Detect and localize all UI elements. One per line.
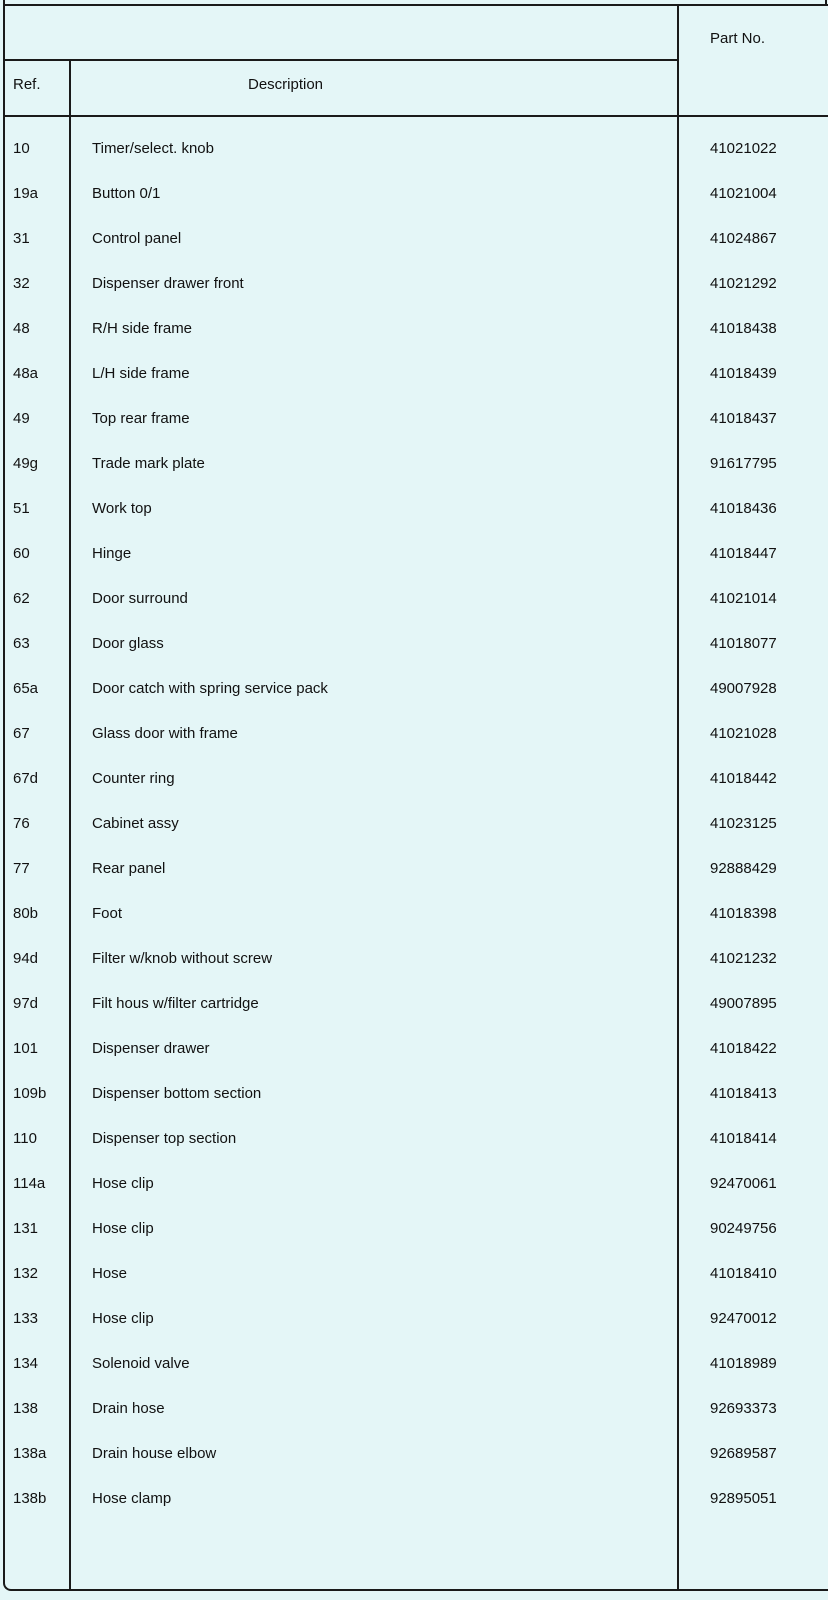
table-row [0, 140, 828, 160]
ref-cell: 10 [13, 140, 30, 157]
part-no-cell: 41021014 [710, 590, 777, 607]
ref-cell: 101 [13, 1040, 39, 1057]
part-no-cell: 41018398 [710, 905, 777, 922]
part-no-cell: 92888429 [710, 860, 777, 877]
table-row [0, 410, 828, 430]
description-cell: Dispenser drawer front [92, 275, 244, 292]
ref-cell: 77 [13, 860, 30, 877]
ref-cell: 49 [13, 410, 30, 427]
part-no-cell: 49007928 [710, 680, 777, 697]
part-no-cell: 41024867 [710, 230, 777, 247]
part-no-cell: 92693373 [710, 1400, 777, 1417]
part-no-cell: 41018414 [710, 1130, 777, 1147]
ref-cell: 76 [13, 815, 30, 832]
description-cell: Work top [92, 500, 152, 517]
table-row [0, 1355, 828, 1375]
part-no-cell: 41018413 [710, 1085, 777, 1102]
table-row [0, 1220, 828, 1240]
description-cell: Control panel [92, 230, 182, 247]
description-cell: Counter ring [92, 770, 175, 787]
description-cell: L/H side frame [92, 365, 190, 382]
description-cell: Glass door with frame [92, 725, 238, 742]
ref-cell: 114a [13, 1175, 46, 1192]
part-no-cell: 41018410 [710, 1265, 777, 1282]
table-row [0, 320, 828, 340]
ref-cell: 67 [13, 725, 30, 742]
part-no-cell: 41018989 [710, 1355, 777, 1372]
part-no-cell: 49007895 [710, 995, 777, 1012]
ref-cell: 67d [13, 770, 39, 787]
description-cell: Top rear frame [92, 410, 190, 427]
ref-cell: 97d [13, 995, 39, 1012]
table-row [0, 1130, 828, 1150]
table-row [0, 770, 828, 790]
description-cell: Filter w/knob without screw [92, 950, 273, 967]
ref-cell: 138b [13, 1490, 47, 1507]
description-cell: Dispenser bottom section [92, 1085, 262, 1102]
table-row [0, 365, 828, 385]
description-cell: Drain hose [92, 1400, 165, 1417]
header-divider-mid [3, 59, 679, 61]
ref-cell: 134 [13, 1355, 39, 1372]
description-cell: Door catch with spring service pack [92, 680, 328, 697]
ref-cell: 60 [13, 545, 30, 562]
part-no-cell: 92470012 [710, 1310, 777, 1327]
description-cell: Door glass [92, 635, 164, 652]
ref-cell: 49g [13, 455, 39, 472]
table-row [0, 1040, 828, 1060]
description-cell: Dispenser top section [92, 1130, 237, 1147]
part-no-cell: 41021004 [710, 185, 777, 202]
table-row [0, 230, 828, 250]
table-row [0, 725, 828, 745]
part-no-cell: 41018447 [710, 545, 777, 562]
description-cell: Hose clip [92, 1175, 154, 1192]
ref-cell: 131 [13, 1220, 39, 1237]
ref-cell: 110 [13, 1130, 37, 1147]
description-cell: Button 0/1 [92, 185, 161, 202]
part-no-cell: 41018422 [710, 1040, 777, 1057]
header-divider-bottom [3, 115, 828, 117]
table-row [0, 1265, 828, 1285]
part-no-cell: 41018077 [710, 635, 777, 652]
description-cell: Trade mark plate [92, 455, 205, 472]
table-row [0, 950, 828, 970]
table-row [0, 545, 828, 565]
description-cell: Rear panel [92, 860, 166, 877]
ref-cell: 138a [13, 1445, 47, 1462]
ref-cell: 19a [13, 185, 39, 202]
table-row [0, 1445, 828, 1465]
part-no-cell: 92895051 [710, 1490, 777, 1507]
ref-cell: 63 [13, 635, 30, 652]
ref-cell: 65a [13, 680, 39, 697]
description-cell: Drain house elbow [92, 1445, 217, 1462]
table-row [0, 1085, 828, 1105]
description-cell: Foot [92, 905, 123, 922]
part-no-cell: 90249756 [710, 1220, 777, 1237]
part-no-cell: 41018439 [710, 365, 777, 382]
description-cell: Door surround [92, 590, 188, 607]
ref-cell: 109b [13, 1085, 47, 1102]
part-no-cell: 41018436 [710, 500, 777, 517]
ref-cell: 31 [13, 230, 30, 247]
part-no-cell: 92689587 [710, 1445, 777, 1462]
description-cell: Timer/select. knob [92, 140, 214, 157]
description-cell: Filt hous w/filter cartridge [92, 995, 259, 1012]
ref-cell: 32 [13, 275, 30, 292]
ref-cell: 94d [13, 950, 39, 967]
ref-cell: 133 [13, 1310, 39, 1327]
table-row [0, 635, 828, 655]
ref-cell: 62 [13, 590, 30, 607]
description-cell: Hose clip [92, 1310, 154, 1327]
part-no-cell: 92470061 [710, 1175, 777, 1192]
description-cell: Hose [92, 1265, 128, 1282]
ref-cell: 48 [13, 320, 30, 337]
description-cell: Hinge [92, 545, 132, 562]
description-cell: Hose clamp [92, 1490, 172, 1507]
ref-cell: 132 [13, 1265, 39, 1282]
part-no-cell: 41021232 [710, 950, 777, 967]
table-row [0, 995, 828, 1015]
table-row [0, 185, 828, 205]
ref-cell: 138 [13, 1400, 39, 1417]
header-description: Description [248, 76, 324, 93]
part-no-cell: 41021022 [710, 140, 777, 157]
table-row [0, 680, 828, 700]
header-part-no: Part No. [710, 30, 766, 47]
part-no-cell: 41018437 [710, 410, 777, 427]
description-cell: Solenoid valve [92, 1355, 190, 1372]
table-row [0, 905, 828, 925]
description-cell: Dispenser drawer [92, 1040, 210, 1057]
table-row [0, 1400, 828, 1420]
header-ref: Ref. [13, 76, 41, 93]
part-no-cell: 41021292 [710, 275, 777, 292]
ref-cell: 51 [13, 500, 30, 517]
table-row [0, 815, 828, 835]
table-row [0, 860, 828, 880]
part-no-cell: 41018438 [710, 320, 777, 337]
table-row [0, 1490, 828, 1510]
ref-cell: 80b [13, 905, 39, 922]
part-no-cell: 41018442 [710, 770, 777, 787]
table-row [0, 275, 828, 295]
table-row [0, 455, 828, 475]
table-row [0, 500, 828, 520]
description-cell: Hose clip [92, 1220, 154, 1237]
part-no-cell: 41023125 [710, 815, 777, 832]
ref-cell: 48a [13, 365, 39, 382]
table-row [0, 590, 828, 610]
part-no-cell: 91617795 [710, 455, 777, 472]
table-row [0, 1310, 828, 1330]
part-no-cell: 41021028 [710, 725, 777, 742]
table-row [0, 1175, 828, 1195]
description-cell: R/H side frame [92, 320, 193, 337]
description-cell: Cabinet assy [92, 815, 179, 832]
